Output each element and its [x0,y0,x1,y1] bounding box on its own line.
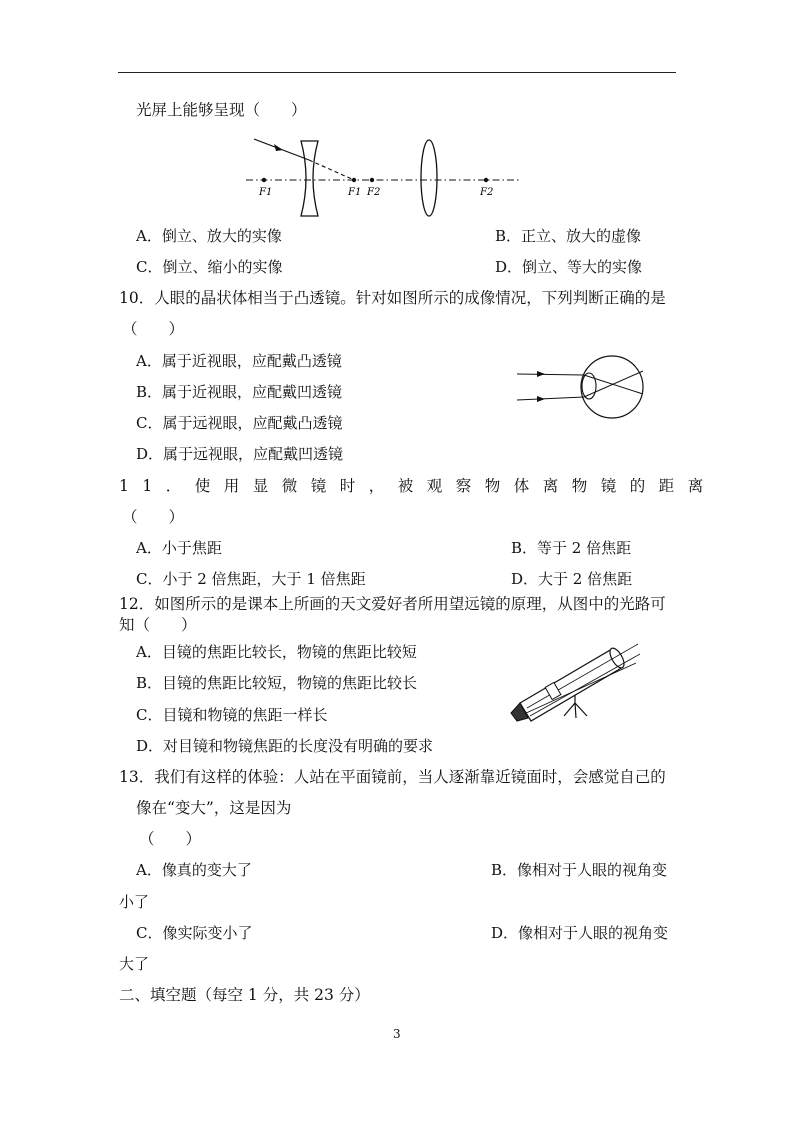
q11-paren: （ ） [122,508,185,526]
q13-option-b-line2: 小了 [119,893,150,911]
focal-label: F2 [367,187,381,198]
q12-option-b: B．目镜的焦距比较短，物镜的焦距比较长 [136,674,418,692]
q11-option-a: A．小于焦距 [136,539,222,557]
q9-option-b: B．正立、放大的虚像 [495,227,642,245]
q10-option-d: D．属于远视眼，应配戴凹透镜 [136,445,344,463]
q12-option-d: D．对目镜和物镜焦距的长度没有明确的要求 [136,737,434,755]
q13-option-b-line1: B．像相对于人眼的视角变 [491,861,668,879]
page-number: 3 [393,1027,401,1041]
q13-option-d-line1: D．像相对于人眼的视角变 [491,924,669,942]
q13-paren: （ ） [139,830,202,848]
q9-stem-tail: 光屏上能够呈现（ ） [136,101,307,119]
q12-option-a: A．目镜的焦距比较长，物镜的焦距比较短 [136,643,417,661]
q13-stem-line1: 13．我们有这样的体验：人站在平面镜前，当人逐渐靠近镜面时，会感觉自己的 [119,768,666,786]
q12-stem-line2: 知（ ） [119,616,197,634]
q11-option-c: C．小于 2 倍焦距，大于 1 倍焦距 [136,570,366,588]
q9-option-a: A．倒立、放大的实像 [136,227,282,245]
q9-option-d: D．倒立、等大的实像 [495,258,643,276]
q10-option-a: A．属于近视眼，应配戴凸透镜 [136,352,342,370]
section-2-title: 二、填空题（每空 1 分，共 23 分） [119,986,370,1004]
focal-label: F2 [480,187,494,198]
q10-paren: （ ） [122,320,185,338]
q12-option-c: C．目镜和物镜的焦距一样长 [136,706,328,724]
focal-label: F1 [259,187,273,198]
focal-label: F1 [348,187,362,198]
q12-stem-line1: 12．如图所示的是课本上所画的天文爱好者所用望远镜的原理，从图中的光路可 [119,595,666,613]
q11-stem-text: 11．使用显微镜时，被观察物体离物镜的距离 [119,477,717,495]
q13-option-a: A．像真的变大了 [136,861,252,879]
q10-stem: 10．人眼的晶状体相当于凸透镜。针对如图所示的成像情况，下列判断正确的是 [119,289,666,307]
q13-option-d-line2: 大了 [119,955,150,973]
q11-option-b: B．等于 2 倍焦距 [511,539,632,557]
q13-option-c: C．像实际变小了 [136,924,253,942]
q13-stem-line2: 像在“变大”，这是因为 [136,799,292,817]
q9-option-c: C．倒立、缩小的实像 [136,258,283,276]
q10-option-c: C．属于远视眼，应配戴凸透镜 [136,414,343,432]
q10-option-b: B．属于近视眼，应配戴凹透镜 [136,383,343,401]
q11-option-d: D．大于 2 倍焦距 [511,570,633,588]
